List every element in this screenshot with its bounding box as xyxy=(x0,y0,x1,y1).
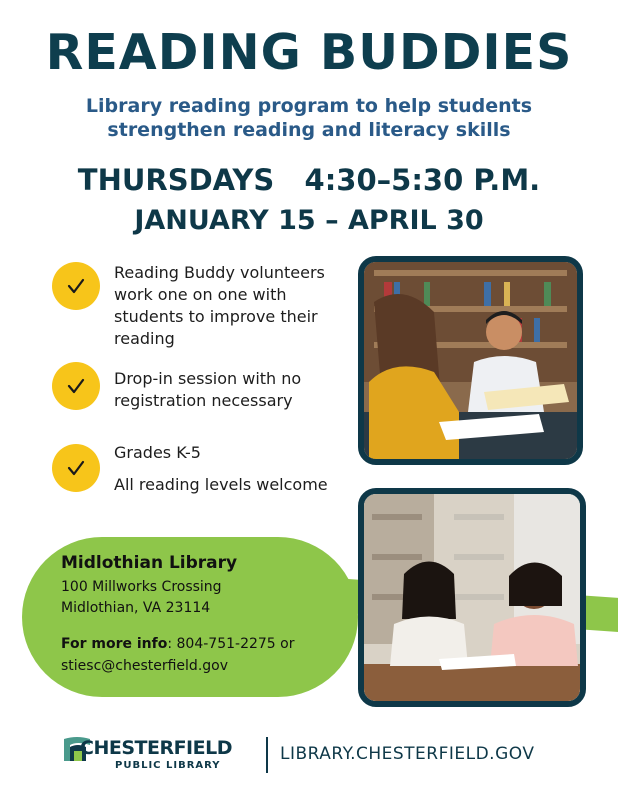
schedule-time: THURSDAYS 4:30–5:30 P.M. xyxy=(77,163,541,197)
photo-tutor-girl xyxy=(358,488,586,707)
checkmark-icon xyxy=(52,444,100,492)
location-info xyxy=(61,551,361,677)
logo-subtitle: PUBLIC LIBRARY xyxy=(115,760,221,771)
photo-tutor-girl-image xyxy=(364,494,580,701)
footer xyxy=(0,735,618,779)
info-phone: : 804-751-2275 or xyxy=(167,636,295,652)
address-line-1: 100 Millworks Crossing xyxy=(61,579,222,595)
library-website-link[interactable]: LIBRARY.CHESTERFIELD.GOV xyxy=(280,744,535,764)
bullet-text: Grades K-5 xyxy=(114,443,201,462)
bullet-text: Drop-in session with no registration necessary xyxy=(114,369,302,410)
logo-wordmark: CHESTERFIELD xyxy=(80,737,232,759)
photo-tutor-boy xyxy=(358,256,583,465)
flyer-title: READING BUDDIES xyxy=(45,24,573,81)
footer-divider xyxy=(266,737,268,773)
library-name: Midlothian Library xyxy=(61,553,238,573)
contact-info xyxy=(61,633,361,677)
checkmark-icon xyxy=(52,262,100,310)
flyer-subtitle xyxy=(0,94,618,142)
info-label: For more info xyxy=(61,636,168,652)
bullet-text: Reading Buddy volunteers work one on one with students to improve their reading xyxy=(114,263,325,348)
checkmark-icon xyxy=(52,362,100,410)
library-address xyxy=(61,577,361,619)
bullet-text-secondary: All reading levels welcome xyxy=(114,475,328,494)
address-line-2: Midlothian, VA 23114 xyxy=(61,600,211,616)
schedule-dates: JANUARY 15 – APRIL 30 xyxy=(134,205,484,236)
photo-tutor-boy-image xyxy=(364,262,577,459)
subtitle-line-2: strengthen reading and literacy skills xyxy=(107,119,511,141)
contact-email[interactable]: stiesc@chesterfield.gov xyxy=(61,658,229,674)
subtitle-line-1: Library reading program to help students xyxy=(85,95,533,117)
